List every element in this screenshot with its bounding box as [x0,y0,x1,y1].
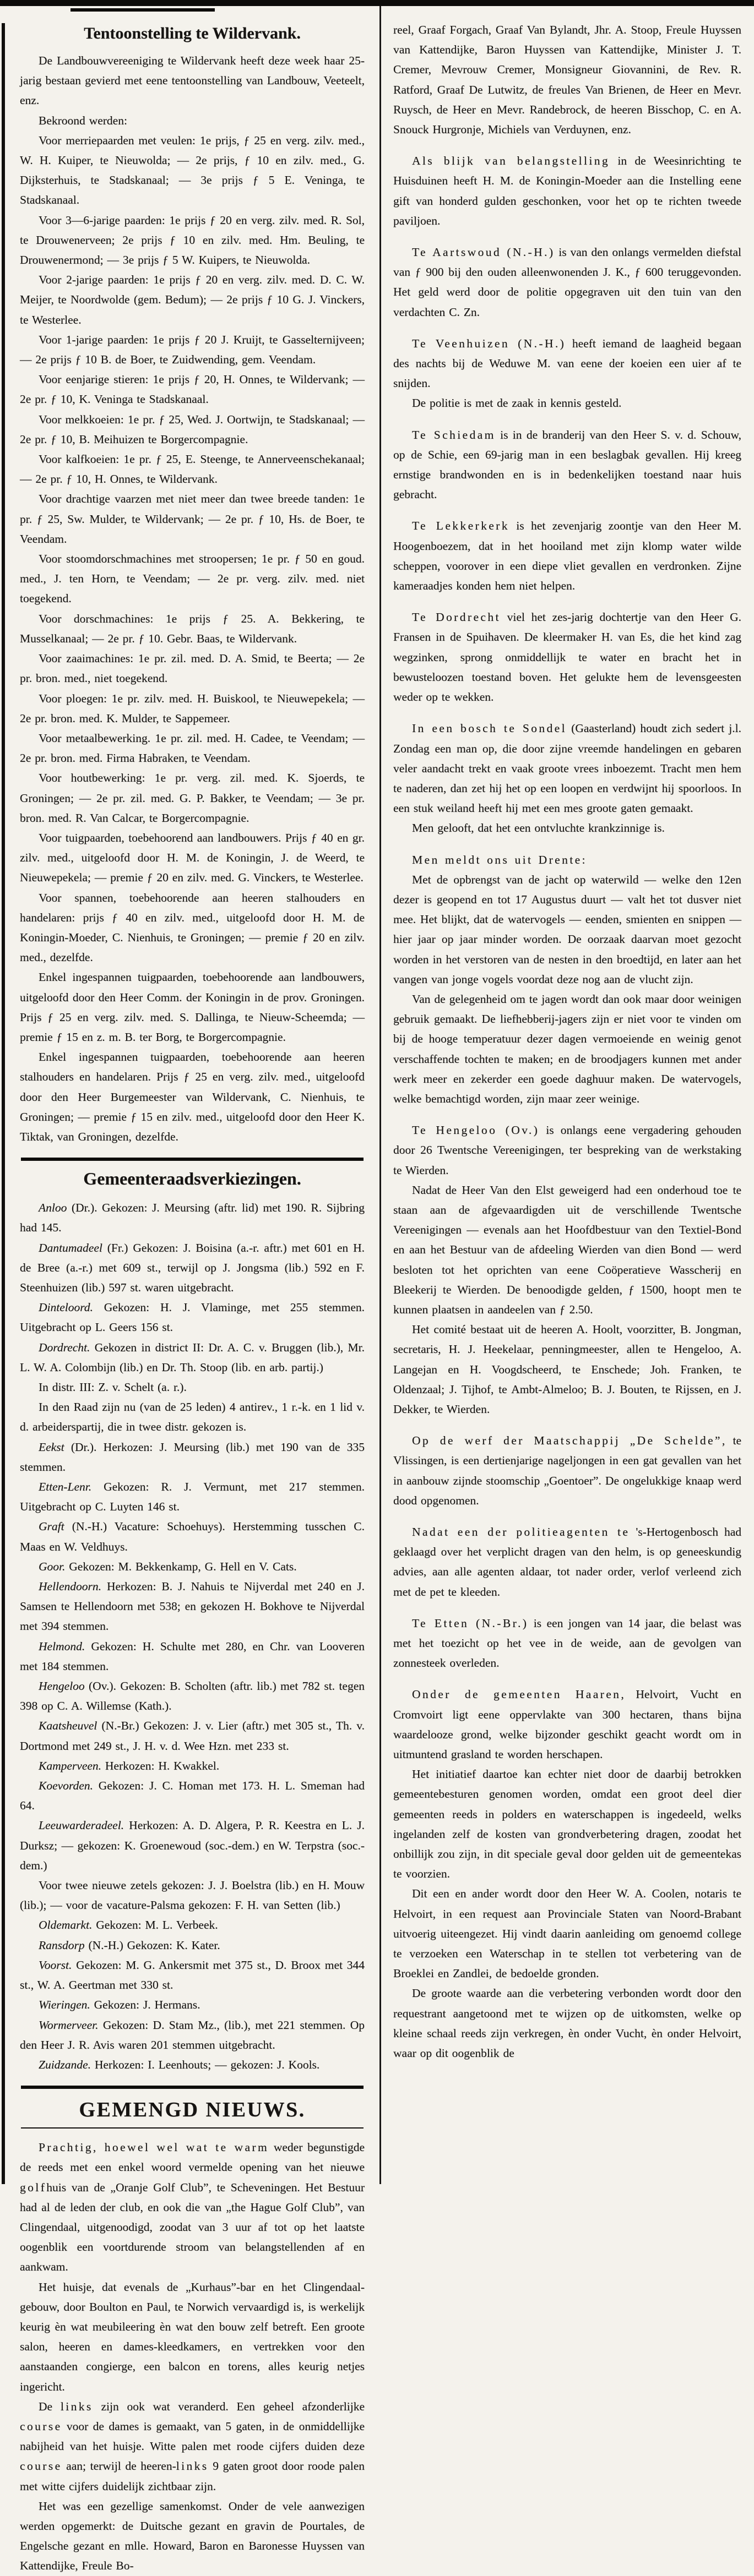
paragraph: reel, Graaf Forgach, Graaf Van Bylandt, Jhr. A. Stoop, Freule Huyssen van Kattendijke, Baron Huyssen van Kattendijke, Minister J. T. Cremer, Mevrouw Cremer, Monsigneur Giovannini, de Rev. R. Ratford, Graaf De Lutwitz, de freules Van Brienen, de Heer en Mevr. Ruysch, de Heer en Mevr. Randebrock, de heeren Bisschop, C. en A. Snouck Hurgronje, Michiels van Verduynen, enz. [393,23,741,137]
paragraph: Voor kalfkoeien: 1e pr. ƒ 25, E. Steenge, te Annerveenschekanaal; — 2e pr. ƒ 10, H. Onnes, te Wildervank. [20,452,365,486]
page-top-rule-segment [70,8,215,12]
paragraph: De politie is met de zaak in kennis gesteld. [412,396,622,410]
section-gemengd-nieuws [20,2086,365,2575]
paragraph: Oldemarkt. Gekozen: M. L. Verbeek. [39,1918,218,1932]
paragraph: Prachtig, hoewel wel wat te warm weder begunstigde de reeds met een enkel woord vermelde opening van het nieuwe golfhuis van de „Oranje Golf Club”, te Scheveningen. Het Bestuur had al de leden der club, en ook die van „the Hague Golf Club”, van Clingendaal, uitgenoodigd, zoodat van 3 uur af tot op het laatste oogenblik een voortdurende stroom van belangstellenden af en aankwam. [20,2141,365,2274]
paragraph: Ransdorp (N.-H.) Gekozen: K. Kater. [39,1938,220,1952]
section-tentoonstelling [20,24,365,1147]
paragraph: Enkel ingespannen tuigpaarden, toebehoorende aan heeren stalhouders en handelaren. Prijs ƒ 25 en verg. zilv. med., uitgeloofd door den Heer Burgemeester van Wildervank, C. Nienhuis, te Groningen; — premie ƒ 15 en zilv. med., uitgeloofd door den Heer K. Tiktak, van Groningen, dezelfde. [20,1050,365,1143]
paragraph: Voor zaaimachines: 1e pr. zil. med. D. A. Smid, te Beerta; — 2e pr. bron. med., niet toegekend. [20,652,365,685]
paragraph: De groote waarde aan die verbetering verbonden wordt door den requestrant aangetoond met te wijzen op de uitkomsten, welke op kleine schaal reeds zijn verkregen, èn onder Vucht, èn onder Helvoirt, waar op dit oogenblik de [393,1986,741,2060]
paragraph: Voor 3—6-jarige paarden: 1e prijs ƒ 20 en verg. zilv. med. R. Sol, te Drouwenerveen; 2e prijs ƒ 10 en zilv. med. Hm. Beuling, te Drouwenermond; — 3e prijs ƒ 5 W. Kuipers, te Nieuwolda. [20,213,365,267]
paragraph: Te Schiedam is in de branderij van den Heer S. v. d. Schouw, op de Schie, een 69-jarig man in een beslagbak gevallen. Hij kreeg ernstige brandwonden en is in bedenkelijken toestand naar huis gebracht. [393,428,742,501]
left-fold-line [2,23,5,2184]
paragraph: Voor melkkoeien: 1e pr. ƒ 25, Wed. J. Oortwijn, te Stadskanaal; — 2e pr. ƒ 10, B. Meihuizen te Borgercompagnie. [20,412,365,446]
paragraph: Te Dordrecht viel het zes-jarig dochtertje van den Heer G. Fransen in de Spuihaven. De kleermaker H. van Es, die het kind zag wegzinken, sprong onmiddellijk te water en bracht het in bewusteloozen toestand boven. Het gelukte hem de levensgeesten weder op te wekken. [393,610,741,704]
paragraph: Dit een en ander wordt door den Heer W. A. Coolen, notaris te Helvoirt, in een request aan Provinciale Staten van Noord-Brabant uitvoerig uiteengezet. Hij vindt daarin aanleiding om genoemd college te verzoeken een Waterschap in te stellen tot verbetering van de Broeklei en Zandlei, de bedoelde gronden. [393,1887,741,1980]
paragraph: Zuidzande. Herkozen: I. Leenhouts; — gekozen: J. Kools. [39,2057,320,2071]
section-title-tentoonstelling: Tentoonstelling te Wildervank. [84,24,301,42]
paragraph: Dinteloord. Gekozen: H. J. Vlaminge, met 255 stemmen. Uitgebracht op L. Geers 156 st. [20,1301,365,1334]
section-title-underline-rule [21,2127,364,2129]
left-column [20,20,365,2576]
paragraph: Voor eenjarige stieren: 1e prijs ƒ 20, H. Onnes, te Wildervank; — 2e pr. ƒ 10, K. Veninga te Stadskanaal. [20,373,365,406]
paragraph: Voorst. Gekozen: M. G. Ankersmit met 375 st., D. Broox met 344 st., W. A. Geertman met 330 st. [20,1958,365,1992]
paragraph: Te Etten (N.-Br.) is een jongen van 14 jaar, die belast was met het toezicht op het vee in de weide, aan de gevolgen van zonnesteek overleden. [393,1616,741,1670]
section-gemeenteraadsverkiezingen [20,1158,365,2075]
paragraph: Kaatsheuvel (N.-Br.) Gekozen: J. v. Lier (aftr.) met 305 st., Th. v. Dortmond met 249 st., J. H. v. d. Wee Hzn. met 233 st. [20,1719,365,1753]
paragraph: Nadat de Heer Van den Elst geweigerd had een onderhoud toe te staan aan de afgevaardigden uit de verschillende Twentsche Vereenigingen — evenals aan het Hoofdbestuur van den Textiel-Bond en aan het Bestuur van de afdeeling Wierden van dien Bond — werd besloten tot het oprichten van eene Coöperatieve Wasscherij en Bleekerij te Wierden. De benoodigde gelden, ƒ 1500, hoopt men te kunnen plaatsen in aandeelen van ƒ 2.50. [393,1183,741,1316]
page-top-rule [0,0,754,6]
paragraph: Voor 1-jarige paarden: 1e prijs ƒ 20 J. Kruijt, te Gasselternijveen; — 2e prijs ƒ 10 B. de Boer, te Zuidwending, gem. Veendam. [20,332,365,367]
paragraph: Hengeloo (Ov.). Gekozen: B. Scholten (aftr. lib.) met 782 st. tegen 398 op C. A. Willemse (Kath.). [20,1679,365,1713]
paragraph: Nadat een der politieagenten te 's-Hertogenbosch had geklaagd over het verplicht dragen van den helm, is op geneeskundig advies, aan alle agenten aldaar, tot nader order, verlof verleend zich met de pet te kleeden. [393,1525,741,1598]
section-title-gemengd-nieuws: GEMENGD NIEUWS. [79,2098,306,2122]
paragraph: Voor tuigpaarden, toebehoorend aan landbouwers. Prijs ƒ 40 en gr. zilv. med., uitgeloofd door H. M. de Koningin, J. de Weerd, te Nieuwepekela; — premie ƒ 20 en zilv. med. G. Vinckers, te Westerlee. [20,831,365,885]
paragraph: Voor twee nieuwe zetels gekozen: J. J. Boelstra (lib.) en H. Mouw (lib.); — voor de vacature-Palsma gekozen: F. H. van Setten (lib.) [20,1879,365,1912]
paragraph: Eekst (Dr.). Herkozen: J. Meursing (lib.) met 190 van de 335 stemmen. [20,1440,365,1473]
paragraph: Voor merriepaarden met veulen: 1e prijs, ƒ 25 en verg. zilv. med., W. H. Kuiper, te Nieuwolda; — 2e prijs, ƒ 10 en zilv. med., G. Dijksterhuis, te Stadskanaal; — 3e prijs ƒ 5 E. Veninga, te Stadskanaal. [20,133,365,207]
paragraph: Kamperveen. Herkozen: H. Kwakkel. [39,1759,220,1772]
paragraph: Enkel ingespannen tuigpaarden, toebehoorende aan landbouwers, uitgeloofd door den Heer Comm. der Koningin in de prov. Groningen. Prijs ƒ 25 en verg. zilv. med. S. Dallinga, te Nieuw-Scheemda; — premie ƒ 15 en z. m. B. ter Borg, te Borgercompagnie. [20,970,365,1044]
paragraph: Koevorden. Gekozen: J. C. Homan met 173. H. L. Smeman had 64. [20,1779,365,1813]
paragraph: Voor stoomdorschmachines met stroopersen; 1e pr. ƒ 50 en goud. med., J. ten Horn, te Veendam; — 2e pr. verg. zilv. med. niet toegekend. [20,552,365,605]
paragraph: In den Raad zijn nu (van de 25 leden) 4 antirev., 1 r.-k. en 1 lid v. d. arbeiderspartij, die in twee distr. gekozen is. [20,1400,365,1434]
paragraph: Te Hengeloo (Ov.) is onlangs eene vergadering gehouden door 26 Twentsche Vereenigingen, ter bespreking van de werkstaking te Wierden. [393,1123,741,1177]
paragraph: Het comité bestaat uit de heeren A. Hoolt, voorzitter, B. Jongman, secretaris, H. J. Heekelaar, penningmeester, allen te Hengeloo, A. Langejan en H. Voogdscheerd, te Enschede; Joh. Franken, te Oldenzaal; J. Tijhof, te Ambt-Almeloo; B. J. Bouten, te Rijssen, en J. Dekker, te Wierden. [393,1323,741,1416]
paragraph: Het was een gezellige samenkomst. Onder de vele aanwezigen werden opgemerkt: de Duitsche gezant en gravin de Pourtales, de Engelsche gezant en mlle. Howard, Baron en Baronesse Huyssen van Kattendijke, Freule Bo- [20,2499,365,2573]
paragraph: Wormerveer. Gekozen: D. Stam Mz., (lib.), met 221 stemmen. Op den Heer J. R. Avis waren 201 stemmen uitgebracht. [20,2018,365,2051]
paragraph: Voor houtbewerking: 1e pr. verg. zil. med. K. Sjoerds, te Groningen; — 2e pr. zil. med. G. P. Bakker, te Veendam; — 3e pr. bron. med. R. Van Calcar, te Borgercompagnie. [20,771,365,825]
section-divider-rule [21,1158,364,1161]
paragraph: Te Veenhuizen (N.-H.) heeft iemand de laagheid begaan des nachts bij de Weduwe M. van eene der koeien een uier af te snijden. [393,336,741,390]
column-divider-rule [379,6,381,2184]
paragraph: Etten-Lenr. Gekozen: R. J. Vermunt, met 217 stemmen. Uitgebracht op C. Luyten 146 st. [20,1480,365,1514]
right-column [393,20,741,2063]
paragraph: Bekroond werden: [39,113,127,127]
section-gemengd-nieuws-vervolg [393,20,741,2063]
paragraph: Te Aartswoud (N.-H.) is van den onlangs vermelden diefstal van ƒ 900 bij den ouden alleenwonenden J. K., ƒ 600 teruggevonden. Het geld werd door de politie opgegraven uit den tuin van den verdachten C. Zn. [393,245,742,319]
paragraph: Te Lekkerkerk is het zevenjarig zoontje van den Heer M. Hoogenboezem, dat in het hooiland met zijn klomp water wilde scheppen, voorover in een diepe vliet gevallen en verdronken. Zijne kameraadjes konden hem niet helpen. [393,519,741,593]
paragraph: Op de werf der Maatschappij „De Schelde”, te Vlissingen, is een dertienjarige nageljongen in een gat gevallen van het in aanbouw zijnde stoomschip „Goentoer”. De ongelukkige knaap werd dood opgenomen. [393,1434,741,1507]
paragraph: Van de gelegenheid om te jagen wordt dan ook maar door weinigen gebruik gemaakt. De liefhebberij-jagers zijn er niet voor te vinden om bij de hooge temperatuur dezer dagen vermoeiende en weinig genot verschaffende tochten te maken; en de broodjagers kunnen met ander werk meer en zekerder een goede daghuur maken. De watervogels, welke bemachtigd worden, zijn maar zeer weinige. [393,992,741,1105]
paragraph: Hellendoorn. Herkozen: B. J. Nahuis te Nijverdal met 240 en J. Samsen te Hellendoorn met 538; en gekozen H. Bokhove te Nijverdal met 394 stemmen. [20,1580,365,1633]
paragraph: Voor metaalbewerking. 1e pr. zil. med. H. Cadee, te Veendam; — 2e pr. bron. med. Firma Habraken, te Veendam. [20,731,365,765]
section-title-gemeenteraadsverkiezingen: Gemeenteraadsverkiezingen. [83,1169,301,1189]
paragraph: Graft (N.-H.) Vacature: Schoehuys). Herstemming tusschen C. Maas en W. Veldhuys. [20,1520,365,1553]
paragraph: Men meldt ons uit Drente: [412,853,587,866]
paragraph: Helmond. Gekozen: H. Schulte met 280, en Chr. van Looveren met 184 stemmen. [20,1639,365,1673]
section-divider-rule [21,2086,364,2089]
paragraph: Dordrecht. Gekozen in district II: Dr. A. C. v. Bruggen (lib.), Mr. L. W. A. Colombijn (lib.) en Dr. Th. Stoop (lib. en arb. partij.) [20,1340,365,1374]
paragraph: Voor spannen, toebehoorende aan heeren stalhouders en handelaren: prijs ƒ 40 en zilv. med., uitgeloofd door H. M. de Koningin-Moeder, C. Nienhuis, te Groningen; — premie ƒ 20 en zilv. med., dezelfde. [20,891,365,964]
paragraph: De links zijn ook wat veranderd. Een geheel afzonderlijke course voor de dames is gemaakt, van 5 gaten, in de onmiddellijke nabijheid van het huisje. Witte palen met roode cijfers duiden deze course aan; terwijl de heeren-links 9 gaten groot door roode palen met witte cijfers duidelijk zichtbaar zijn. [20,2399,365,2493]
paragraph: In distr. III: Z. v. Schelt (a. r.). [39,1380,187,1394]
paragraph: Men gelooft, dat het een ontvluchte krankzinnige is. [412,821,665,835]
paragraph: Leeuwarderadeel. Herkozen: A. D. Algera, P. R. Keestra en L. J. Durksz; — gekozen: K. Groenewoud (soc.-dem.) en W. Terpstra (soc.-dem.) [20,1819,365,1872]
paragraph: Voor drachtige vaarzen met niet meer dan twee breede tanden: 1e pr. ƒ 25, Sw. Mulder, te Wildervank; — 2e pr. ƒ 10, Hs. de Boer, te Veendam. [20,492,365,545]
paragraph: Met de opbrengst van de jacht op waterwild — welke den 12en dezer is geopend en tot 17 Augustus duurt — valt het tot dusver niet mee. Het blijkt, dat de watervogels — eenden, smienten en snippen — hier jaar op jaar minder worden. De oorzaak daarvan moet gezocht worden in het verstoren van de nesten in den broedtijd, en later aan het vangen van jonge vogels voordat deze nog aan de vlucht zijn. [393,872,741,986]
paragraph: Onder de gemeenten Haaren, Helvoirt, Vucht en Cromvoirt ligt eene oppervlakte van 300 hectaren, thans bijna waardelooze grond, welke bijzonder geschikt geacht wordt om in uitmuntend grasland te worden herschapen. [393,1688,741,1761]
paragraph: In een bosch te Sondel (Gaasterland) houdt zich sedert j.l. Zondag een man op, die door zijne vreemde handelingen en gebaren veler aandacht trekt en vaak groote vrees inboezemt. Tracht men hem te naderen, dan zet hij het op een loopen en verdwijnt hij spoorloos. In een stuk weiland heeft hij met een mes groote gaten gemaakt. [393,722,741,815]
paragraph: Wieringen. Gekozen: J. Hermans. [39,1998,200,2012]
paragraph: Goor. Gekozen: M. Bekkenkamp, G. Hell en V. Cats. [39,1559,297,1573]
paragraph: Voor 2-jarige paarden: 1e prijs ƒ 20 en verg. zilv. med. D. C. W. Meijer, te Noordwolde (gem. Bedum); — 2e prijs ƒ 10 G. J. Vinckers, te Westerlee. [20,273,365,326]
paragraph: De Landbouwvereeniging te Wildervank heeft deze week haar 25-jarig bestaan gevierd met eene tentoonstelling van Landbouw, Veeteelt, enz. [20,54,365,107]
paragraph: Als blijk van belangstelling in de Weesinrichting te Huisduinen heeft H. M. de Koningin-Moeder aan die Instelling eene gift van honderd gulden geschonken, voor het op te richten tweede paviljoen. [393,154,741,227]
paragraph: Anloo (Dr.). Gekozen: J. Meursing (aftr. lid) met 190. R. Sijbring had 145. [20,1201,365,1235]
paragraph: Het huisje, dat evenals de „Kurhaus”-bar en het Clingendaal-gebouw, door Boulton en Paul, te Norwich vervaardigd is, is werkelijk keurig èn wat meubileering èn wat den bouw zelf betreft. Een groote salon, heeren en dames-kleedkamers, en vertrekken voor den aanstaanden congierge, een balcon en torens, alles keurig netjes ingericht. [20,2280,365,2393]
paragraph: Het initiatief daartoe kan echter niet door de daarbij betrokken gemeentebesturen genomen worden, omdat een groot deel dier gemeenten reeds in polders en waterschappen is ingedeeld, welks ingelanden zelf de kosten van grondverbetering dragen, zoodat het onbillijk zou zijn, in dit speciale geval door gelden uit de gemeentekas te voorzien. [393,1767,741,1881]
paragraph: Voor ploegen: 1e pr. zilv. med. H. Buiskool, te Nieuwepekela; — 2e pr. bron. med. K. Mulder, te Sappemeer. [20,691,365,725]
paragraph: Voor dorschmachines: 1e prijs ƒ 25. A. Bekkering, te Musselkanaal; — 2e pr. ƒ 10. Gebr. Baas, te Wildervank. [20,612,365,645]
paragraph: Dantumadeel (Fr.) Gekozen: J. Boisina (a.-r. aftr.) met 601 en H. de Bree (a.-r.) met 609 st., terwijl op J. Jongsma (lib.) 592 en F. Steenhuizen (lib.) 597 st. waren uitgebracht. [20,1241,365,1294]
